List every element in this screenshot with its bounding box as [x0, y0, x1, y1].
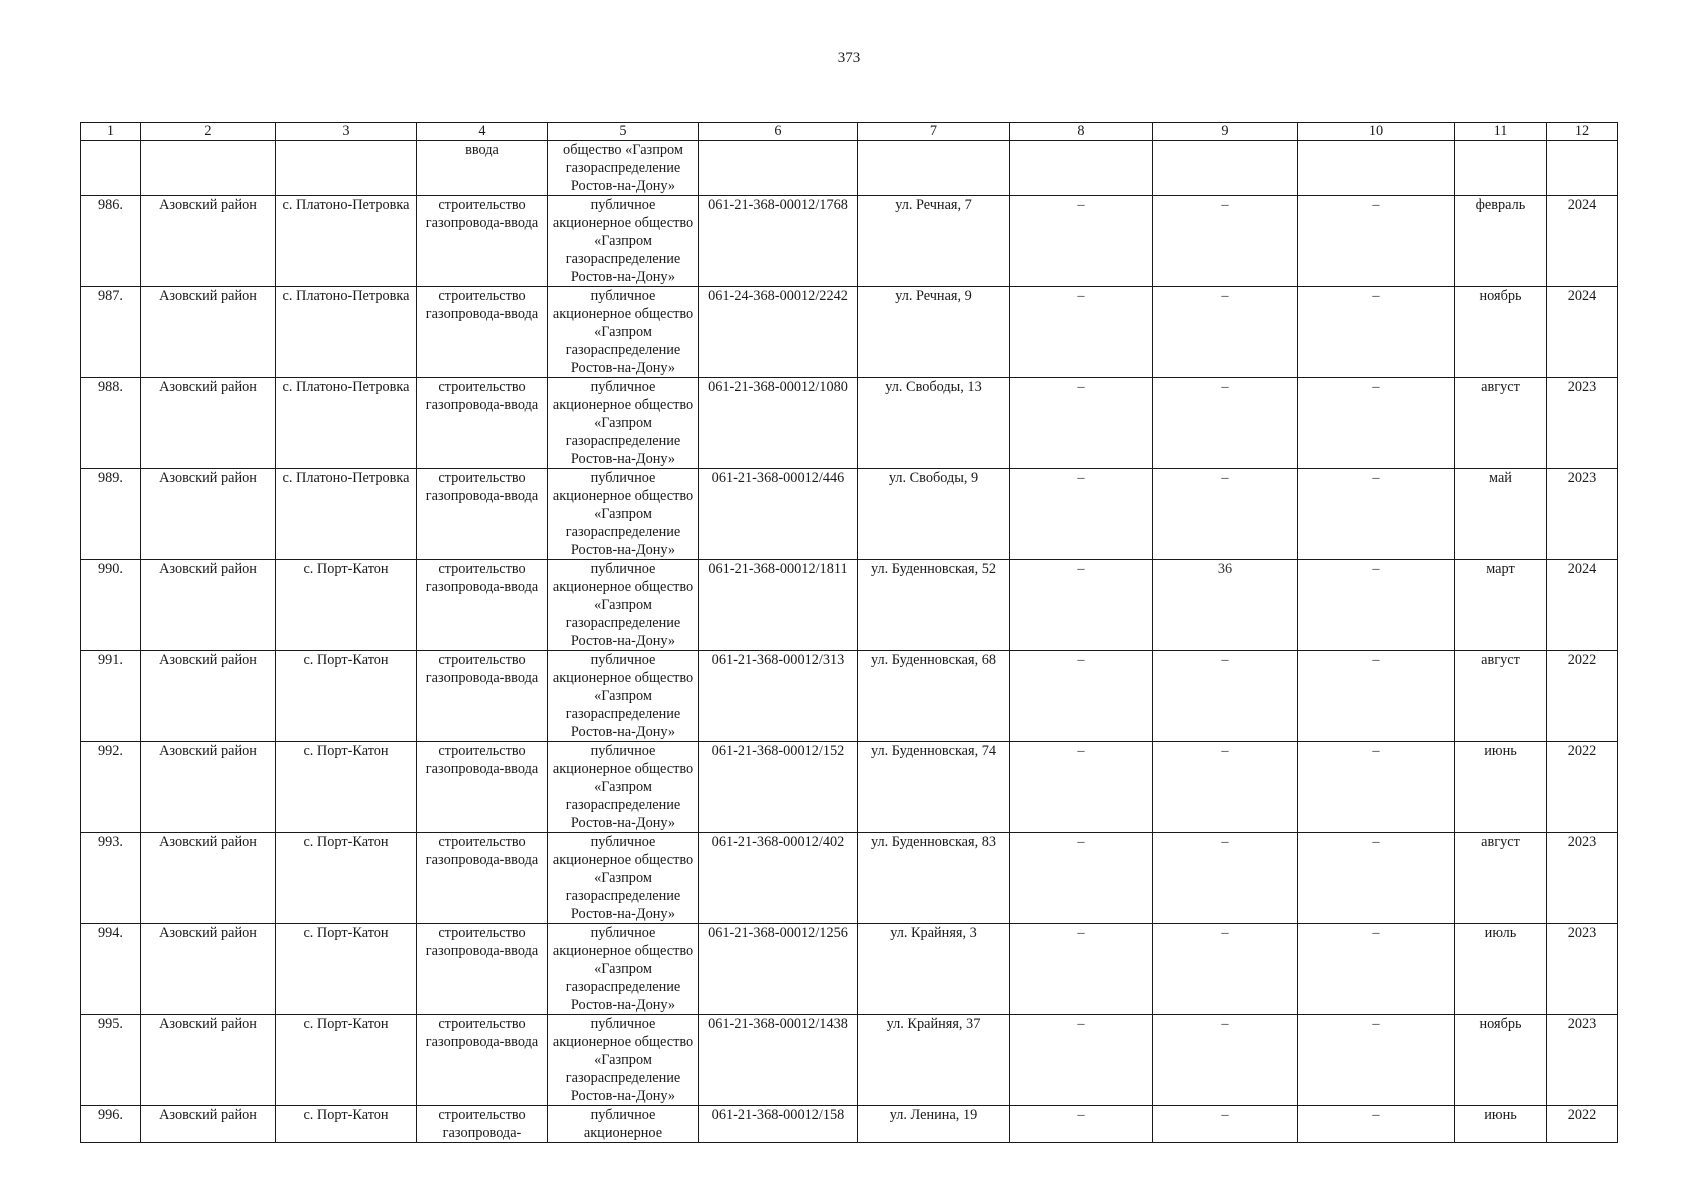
cell-number: 986.	[81, 196, 141, 287]
cell-locality: с. Порт-Катон	[276, 560, 417, 651]
cell-col-9: –	[1153, 1106, 1298, 1143]
cell-locality: с. Платоно-Петровка	[276, 469, 417, 560]
cell-number: 990.	[81, 560, 141, 651]
cell-district: Азовский район	[141, 378, 276, 469]
cell-address: ул. Буденновская, 52	[858, 560, 1010, 651]
table-row	[81, 742, 1618, 833]
cell-registry-code: 061-21-368-00012/1768	[699, 196, 858, 287]
cell-locality: с. Платоно-Петровка	[276, 378, 417, 469]
cell-registry-code: 061-21-368-00012/152	[699, 742, 858, 833]
cell-month: июль	[1455, 924, 1547, 1015]
cell-address: ул. Ленина, 19	[858, 1106, 1010, 1143]
cell-locality: с. Порт-Катон	[276, 924, 417, 1015]
table-row	[81, 1106, 1618, 1143]
cell-col-9: –	[1153, 378, 1298, 469]
cell-number: 996.	[81, 1106, 141, 1143]
cell-col-9: –	[1153, 833, 1298, 924]
cell-col-10: –	[1298, 378, 1455, 469]
cell-work: строительство газопровода-ввода	[417, 742, 548, 833]
cell-col-9: –	[1153, 924, 1298, 1015]
cell-district: Азовский район	[141, 651, 276, 742]
cell-work: строительство газопровода-ввода	[417, 1015, 548, 1106]
cell-month: август	[1455, 833, 1547, 924]
page-number: 373	[837, 50, 861, 66]
cell-registry-code: 061-24-368-00012/2242	[699, 287, 858, 378]
cell-work: строительство газопровода-	[417, 1106, 548, 1143]
table-row	[81, 287, 1618, 378]
cell-year: 2024	[1547, 287, 1618, 378]
cell-month: июнь	[1455, 742, 1547, 833]
cell-col-8: –	[1010, 651, 1153, 742]
cell-registry-code: 061-21-368-00012/1438	[699, 1015, 858, 1106]
cell-col-10: –	[1298, 196, 1455, 287]
cell-organization: публичное акционерное общество «Газпром газораспределение Ростов-на-Дону»	[548, 378, 699, 469]
table-row	[81, 651, 1618, 742]
cell-organization: публичное акционерное общество «Газпром газораспределение Ростов-на-Дону»	[548, 469, 699, 560]
column-header-7: 7	[858, 123, 1010, 141]
cell-month: март	[1455, 560, 1547, 651]
cell-work: строительство газопровода-ввода	[417, 560, 548, 651]
cell-registry-code: 061-21-368-00012/1811	[699, 560, 858, 651]
cell-district: Азовский район	[141, 287, 276, 378]
cell-district: Азовский район	[141, 1015, 276, 1106]
cell-col-9: 36	[1153, 560, 1298, 651]
cell-organization: публичное акционерное общество «Газпром газораспределение Ростов-на-Дону»	[548, 833, 699, 924]
cell-month: август	[1455, 651, 1547, 742]
cell-district: Азовский район	[141, 560, 276, 651]
cell-work: строительство газопровода-ввода	[417, 378, 548, 469]
table-row	[81, 196, 1618, 287]
cell-locality: с. Порт-Катон	[276, 1015, 417, 1106]
cell-work: строительство газопровода-ввода	[417, 287, 548, 378]
column-header-8: 8	[1010, 123, 1153, 141]
cell-address: ул. Буденновская, 68	[858, 651, 1010, 742]
cell-address: ул. Свободы, 9	[858, 469, 1010, 560]
cell-district: Азовский район	[141, 469, 276, 560]
column-header-6: 6	[699, 123, 858, 141]
table-body	[81, 141, 1618, 1143]
cell-number: 992.	[81, 742, 141, 833]
cell-registry-code: 061-21-368-00012/313	[699, 651, 858, 742]
column-header-2: 2	[141, 123, 276, 141]
cell-col-10: –	[1298, 833, 1455, 924]
cell-col-8: –	[1010, 378, 1153, 469]
cell-registry-code: 061-21-368-00012/158	[699, 1106, 858, 1143]
cell-col-10: –	[1298, 560, 1455, 651]
cell-col-8: –	[1010, 833, 1153, 924]
cell-registry-code: 061-21-368-00012/402	[699, 833, 858, 924]
cell-col-8: –	[1010, 742, 1153, 833]
cell-organization: публичное акционерное общество «Газпром газораспределение Ростов-на-Дону»	[548, 742, 699, 833]
cell-col-9: –	[1153, 196, 1298, 287]
cell-address: ул. Речная, 7	[858, 196, 1010, 287]
cell-month: июнь	[1455, 1106, 1547, 1143]
continuation-row	[81, 141, 1618, 196]
cell-organization: публичное акционерное общество «Газпром газораспределение Ростов-на-Дону»	[548, 560, 699, 651]
cell-number: 995.	[81, 1015, 141, 1106]
cell-month: ноябрь	[1455, 287, 1547, 378]
cell-organization: публичное акционерное общество «Газпром газораспределение Ростов-на-Дону»	[548, 924, 699, 1015]
cell-col-9: –	[1153, 287, 1298, 378]
cell-district: Азовский район	[141, 833, 276, 924]
table-row	[81, 924, 1618, 1015]
cell-locality: с. Платоно-Петровка	[276, 287, 417, 378]
cell-registry-code: 061-21-368-00012/446	[699, 469, 858, 560]
cell-address: ул. Буденновская, 74	[858, 742, 1010, 833]
cell-col-8: –	[1010, 1015, 1153, 1106]
cell-month: февраль	[1455, 196, 1547, 287]
cell-year: 2024	[1547, 560, 1618, 651]
column-header-12: 12	[1547, 123, 1618, 141]
cell-col-10: –	[1298, 1106, 1455, 1143]
cell-address: ул. Речная, 9	[858, 287, 1010, 378]
cell-col-9: –	[1153, 469, 1298, 560]
cell-district: Азовский район	[141, 742, 276, 833]
cell-year: 2022	[1547, 1106, 1618, 1143]
column-header-3: 3	[276, 123, 417, 141]
cell-work: строительство газопровода-ввода	[417, 651, 548, 742]
cell-locality: с. Порт-Катон	[276, 1106, 417, 1143]
cell-address: ул. Крайняя, 37	[858, 1015, 1010, 1106]
cell-col-10: –	[1298, 469, 1455, 560]
cell-year: 2023	[1547, 469, 1618, 560]
cell-work: ввода	[417, 141, 548, 196]
cell-work: строительство газопровода-ввода	[417, 196, 548, 287]
cell-number: 987.	[81, 287, 141, 378]
cell-organization: общество «Газпром газораспределение Ростов-на-Дону»	[548, 141, 699, 196]
cell-work: строительство газопровода-ввода	[417, 833, 548, 924]
cell-col-10: –	[1298, 651, 1455, 742]
cell-number: 988.	[81, 378, 141, 469]
cell-col-8: –	[1010, 196, 1153, 287]
column-header-9: 9	[1153, 123, 1298, 141]
column-header-1: 1	[81, 123, 141, 141]
cell-col-9: –	[1153, 651, 1298, 742]
cell-year: 2024	[1547, 196, 1618, 287]
cell-work: строительство газопровода-ввода	[417, 924, 548, 1015]
cell-number: 989.	[81, 469, 141, 560]
cell-month: май	[1455, 469, 1547, 560]
cell-col-10: –	[1298, 287, 1455, 378]
cell-number: 993.	[81, 833, 141, 924]
cell-col-9: –	[1153, 742, 1298, 833]
cell-registry-code: 061-21-368-00012/1080	[699, 378, 858, 469]
table-row	[81, 378, 1618, 469]
cell-col-8: –	[1010, 469, 1153, 560]
cell-organization: публичное акционерное общество «Газпром газораспределение Ростов-на-Дону»	[548, 1015, 699, 1106]
column-number-header	[81, 123, 1618, 141]
cell-col-8: –	[1010, 560, 1153, 651]
cell-district: Азовский район	[141, 1106, 276, 1143]
table-row	[81, 833, 1618, 924]
cell-year: 2023	[1547, 1015, 1618, 1106]
cell-col-8: –	[1010, 924, 1153, 1015]
cell-locality: с. Порт-Катон	[276, 833, 417, 924]
cell-locality: с. Порт-Катон	[276, 742, 417, 833]
cell-col-8: –	[1010, 287, 1153, 378]
cell-year: 2023	[1547, 924, 1618, 1015]
cell-number: 991.	[81, 651, 141, 742]
cell-work: строительство газопровода-ввода	[417, 469, 548, 560]
table-row	[81, 469, 1618, 560]
cell-year: 2022	[1547, 742, 1618, 833]
cell-address: ул. Крайняя, 3	[858, 924, 1010, 1015]
cell-locality: с. Порт-Катон	[276, 651, 417, 742]
column-header-4: 4	[417, 123, 548, 141]
column-header-5: 5	[548, 123, 699, 141]
cell-col-10: –	[1298, 924, 1455, 1015]
cell-year: 2023	[1547, 378, 1618, 469]
table-row	[81, 560, 1618, 651]
cell-number: 994.	[81, 924, 141, 1015]
cell-month: август	[1455, 378, 1547, 469]
table-row	[81, 1015, 1618, 1106]
cell-organization: публичное акционерное общество «Газпром газораспределение Ростов-на-Дону»	[548, 287, 699, 378]
header-row	[81, 123, 1618, 141]
cell-month: ноябрь	[1455, 1015, 1547, 1106]
cell-organization: публичное акционерное общество «Газпром газораспределение Ростов-на-Дону»	[548, 196, 699, 287]
cell-organization: публичное акционерное общество «Газпром газораспределение Ростов-на-Дону»	[548, 651, 699, 742]
cell-district: Азовский район	[141, 924, 276, 1015]
cell-registry-code: 061-21-368-00012/1256	[699, 924, 858, 1015]
column-header-10: 10	[1298, 123, 1455, 141]
column-header-11: 11	[1455, 123, 1547, 141]
cell-address: ул. Свободы, 13	[858, 378, 1010, 469]
cell-year: 2023	[1547, 833, 1618, 924]
cell-address: ул. Буденновская, 83	[858, 833, 1010, 924]
cell-organization: публичное акционерное	[548, 1106, 699, 1143]
cell-col-10: –	[1298, 1015, 1455, 1106]
gas-pipeline-registry-table	[80, 122, 1618, 1143]
cell-col-8: –	[1010, 1106, 1153, 1143]
cell-locality: с. Платоно-Петровка	[276, 196, 417, 287]
cell-year: 2022	[1547, 651, 1618, 742]
cell-district: Азовский район	[141, 196, 276, 287]
cell-col-9: –	[1153, 1015, 1298, 1106]
cell-col-10: –	[1298, 742, 1455, 833]
